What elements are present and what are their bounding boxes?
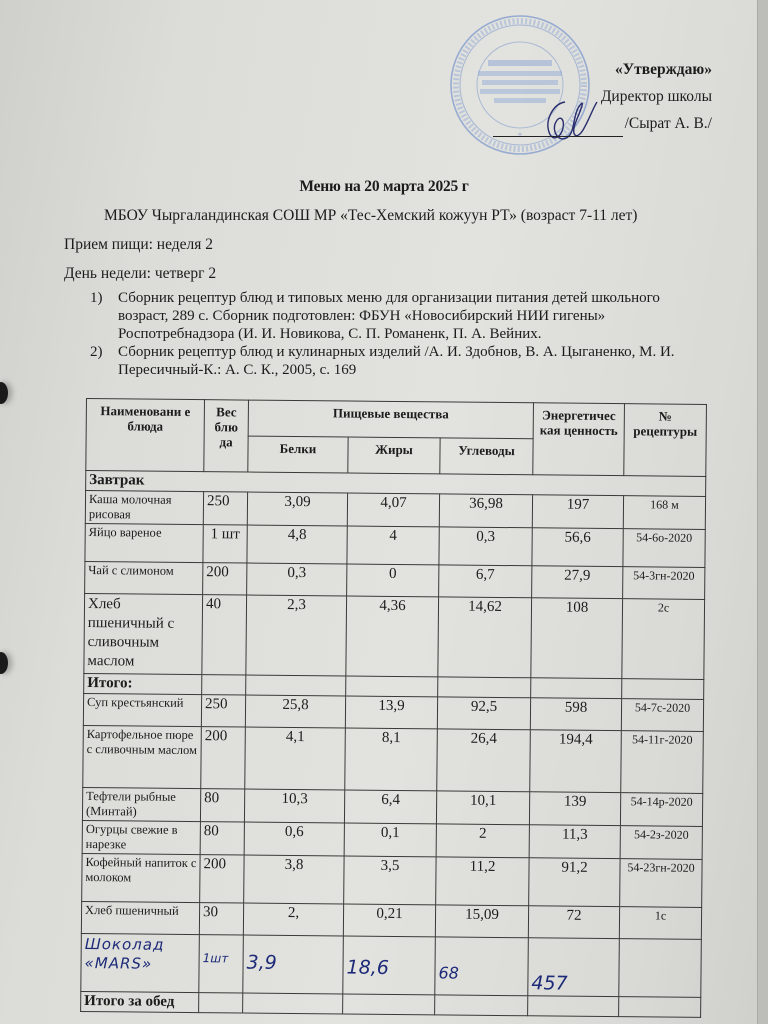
dish-name: Картофельное пюре с сливочным маслом	[83, 725, 202, 788]
dish-recipe: 168 м	[623, 496, 705, 530]
dish-protein: 4,8	[247, 525, 347, 564]
dish-fat: 0	[347, 564, 439, 597]
dish-weight: 200	[200, 855, 244, 903]
dish-recipe: 54-3гн-2020	[623, 567, 705, 600]
approval-block	[493, 56, 712, 137]
dish-weight: 1 шт	[203, 525, 247, 563]
reference-number: 1)	[90, 290, 103, 306]
dish-protein: 3,09	[247, 492, 347, 526]
dish-fat: 6,4	[344, 790, 436, 824]
dish-fat: 8,1	[345, 728, 438, 791]
handwritten-carbs: 68	[435, 937, 529, 996]
signature-line	[493, 122, 623, 137]
dish-name: Суп крестьянский	[83, 693, 201, 726]
dish-name: Тефтели рыбные (Минтай)	[82, 787, 200, 821]
header-protein: Белки	[248, 436, 348, 473]
dish-energy: 56,6	[532, 528, 623, 567]
table-row	[85, 523, 705, 567]
dish-name: Огурцы свежие в нарезке	[82, 820, 200, 854]
paper-edge	[757, 0, 768, 1024]
dish-carbs: 2	[436, 824, 529, 858]
dish-energy: 91,2	[529, 858, 620, 907]
dish-recipe: 54-14р-2020	[620, 793, 702, 827]
dish-weight: 250	[203, 492, 247, 525]
reference-text: Сборник рецептур блюд и типовых меню для организации питания детей школьного возраст, 289 с. Сборник подготовлен: ФБУН «Новосибирский НИИ гигены» Роспотребнадзора (И. И. Новикова, С. П. Романенк, П. А. Вейних.	[118, 290, 660, 342]
dish-weight: 80	[200, 822, 244, 855]
dish-recipe: 54-23гн-2020	[620, 859, 702, 908]
dish-fat: 0,1	[344, 823, 436, 857]
dish-protein: 2,3	[246, 595, 347, 676]
dish-name: Кофейный напиток с молоком	[82, 853, 200, 902]
dish-carbs: 6,7	[439, 565, 532, 598]
dish-energy: 598	[530, 698, 621, 731]
header-fat: Жиры	[348, 437, 440, 474]
header-carbs: Углеводы	[440, 438, 533, 475]
dish-carbs: 14,62	[438, 597, 532, 678]
dish-carbs: 26,4	[437, 729, 531, 792]
dish-recipe: 1с	[619, 907, 701, 940]
dish-energy: 197	[532, 495, 623, 529]
svg-text:*: *	[517, 131, 523, 141]
dish-weight: 200	[201, 727, 246, 789]
dish-fat: 4	[347, 526, 439, 565]
dish-fat: 0,21	[343, 904, 435, 937]
approval-title: «Утверждаю»	[614, 61, 712, 78]
dish-protein: 3,8	[244, 855, 344, 904]
dish-protein: 0,6	[244, 822, 344, 856]
header-weight: Вес блю да	[204, 400, 249, 472]
dish-weight: 30	[199, 903, 243, 935]
dish-name: Хлеб пшеничный	[81, 901, 199, 934]
handwritten-fat: 18,6	[343, 936, 436, 995]
dish-fat: 4,07	[347, 493, 439, 527]
meal-intake-line: Прием пищи: неделя 2	[64, 236, 214, 253]
organization-line: МБОУ Чыргаландинская СОШ МР «Тес-Хемский кожуун РТ» (возраст 7-11 лет)	[104, 207, 638, 224]
breakfast-total-label: Итого:	[84, 673, 202, 694]
dish-carbs: 15,09	[435, 905, 528, 938]
reference-item	[84, 289, 704, 343]
reference-number: 2)	[90, 344, 103, 360]
handwritten-row	[81, 933, 702, 997]
dish-recipe: 54-2з-2020	[620, 826, 702, 860]
dish-protein: 0,3	[247, 563, 347, 596]
dish-weight: 40	[202, 595, 247, 675]
header-nutrients: Пищевые вещества	[248, 400, 533, 439]
dish-recipe: 54-6о-2020	[623, 529, 705, 568]
dish-energy: 108	[531, 598, 623, 679]
dish-weight: 200	[203, 563, 247, 595]
dish-fat: 4,36	[346, 596, 439, 677]
dish-protein: 25,8	[245, 695, 345, 728]
handwritten-dish-name: Шоколад «MARS»	[81, 933, 200, 992]
weekday-line: День недели: четверг 2	[64, 265, 217, 282]
header-dish-name: Наименовани е блюда	[86, 399, 205, 472]
dish-carbs: 0,3	[439, 527, 532, 566]
dish-energy: 11,3	[529, 825, 620, 859]
dish-protein: 2,	[243, 903, 343, 936]
reference-text: Сборник рецептур блюд и кулинарных изделий /А. И. Здобнов, В. А. Цыганенко, М. И. Пересичный-К.: А. С. К., 2005, с. 169	[118, 344, 675, 378]
dish-energy: 72	[528, 906, 619, 939]
approval-position: Директор школы	[600, 88, 712, 105]
dish-name: Каша молочная рисовая	[85, 491, 203, 525]
lunch-total-label: Итого за обед	[81, 991, 199, 1012]
dish-protein: 4,1	[245, 727, 346, 790]
dish-weight: 80	[200, 789, 244, 822]
dish-recipe: 54-7с-2020	[621, 699, 703, 732]
reference-list	[84, 289, 704, 379]
dish-carbs: 10,1	[436, 791, 529, 825]
dish-carbs: 92,5	[437, 697, 530, 730]
dish-name: Чай с слимоном	[85, 561, 203, 594]
dish-fat: 3,5	[344, 856, 436, 905]
dish-recipe: 2с	[622, 599, 705, 680]
header-energy: Энергетичес кая ценность	[533, 403, 625, 476]
reference-item	[84, 343, 704, 379]
dish-carbs: 36,98	[439, 494, 532, 528]
dish-energy: 194,4	[530, 730, 622, 793]
table-row	[84, 593, 705, 679]
dish-fat: 13,9	[345, 696, 437, 729]
dish-name: Яйцо вареное	[85, 523, 203, 562]
approval-signatory: /Сырат А. В./	[624, 115, 712, 132]
dish-carbs: 11,2	[436, 857, 529, 906]
table-row	[83, 725, 704, 793]
handwritten-recipe	[619, 939, 702, 998]
dish-recipe: 54-11г-2020	[621, 731, 704, 794]
page-title: Меню на 20 марта 2025 г	[299, 178, 469, 195]
handwritten-protein: 3,9	[243, 935, 344, 994]
menu-table	[80, 398, 707, 1018]
dish-weight: 250	[201, 695, 245, 727]
handwritten-weight: 1шт	[199, 935, 244, 993]
binder-hole	[0, 652, 8, 674]
binder-hole	[0, 382, 8, 404]
dish-name: Хлеб пшеничный с сливочным маслом	[84, 593, 203, 674]
dish-protein: 10,3	[244, 789, 344, 823]
dish-energy: 27,9	[532, 566, 623, 599]
section-breakfast: Завтрак	[86, 471, 706, 497]
handwritten-energy: 457	[528, 938, 620, 997]
dish-energy: 139	[529, 792, 620, 826]
table-row	[82, 853, 702, 907]
header-recipe: № рецептуры	[624, 404, 707, 477]
